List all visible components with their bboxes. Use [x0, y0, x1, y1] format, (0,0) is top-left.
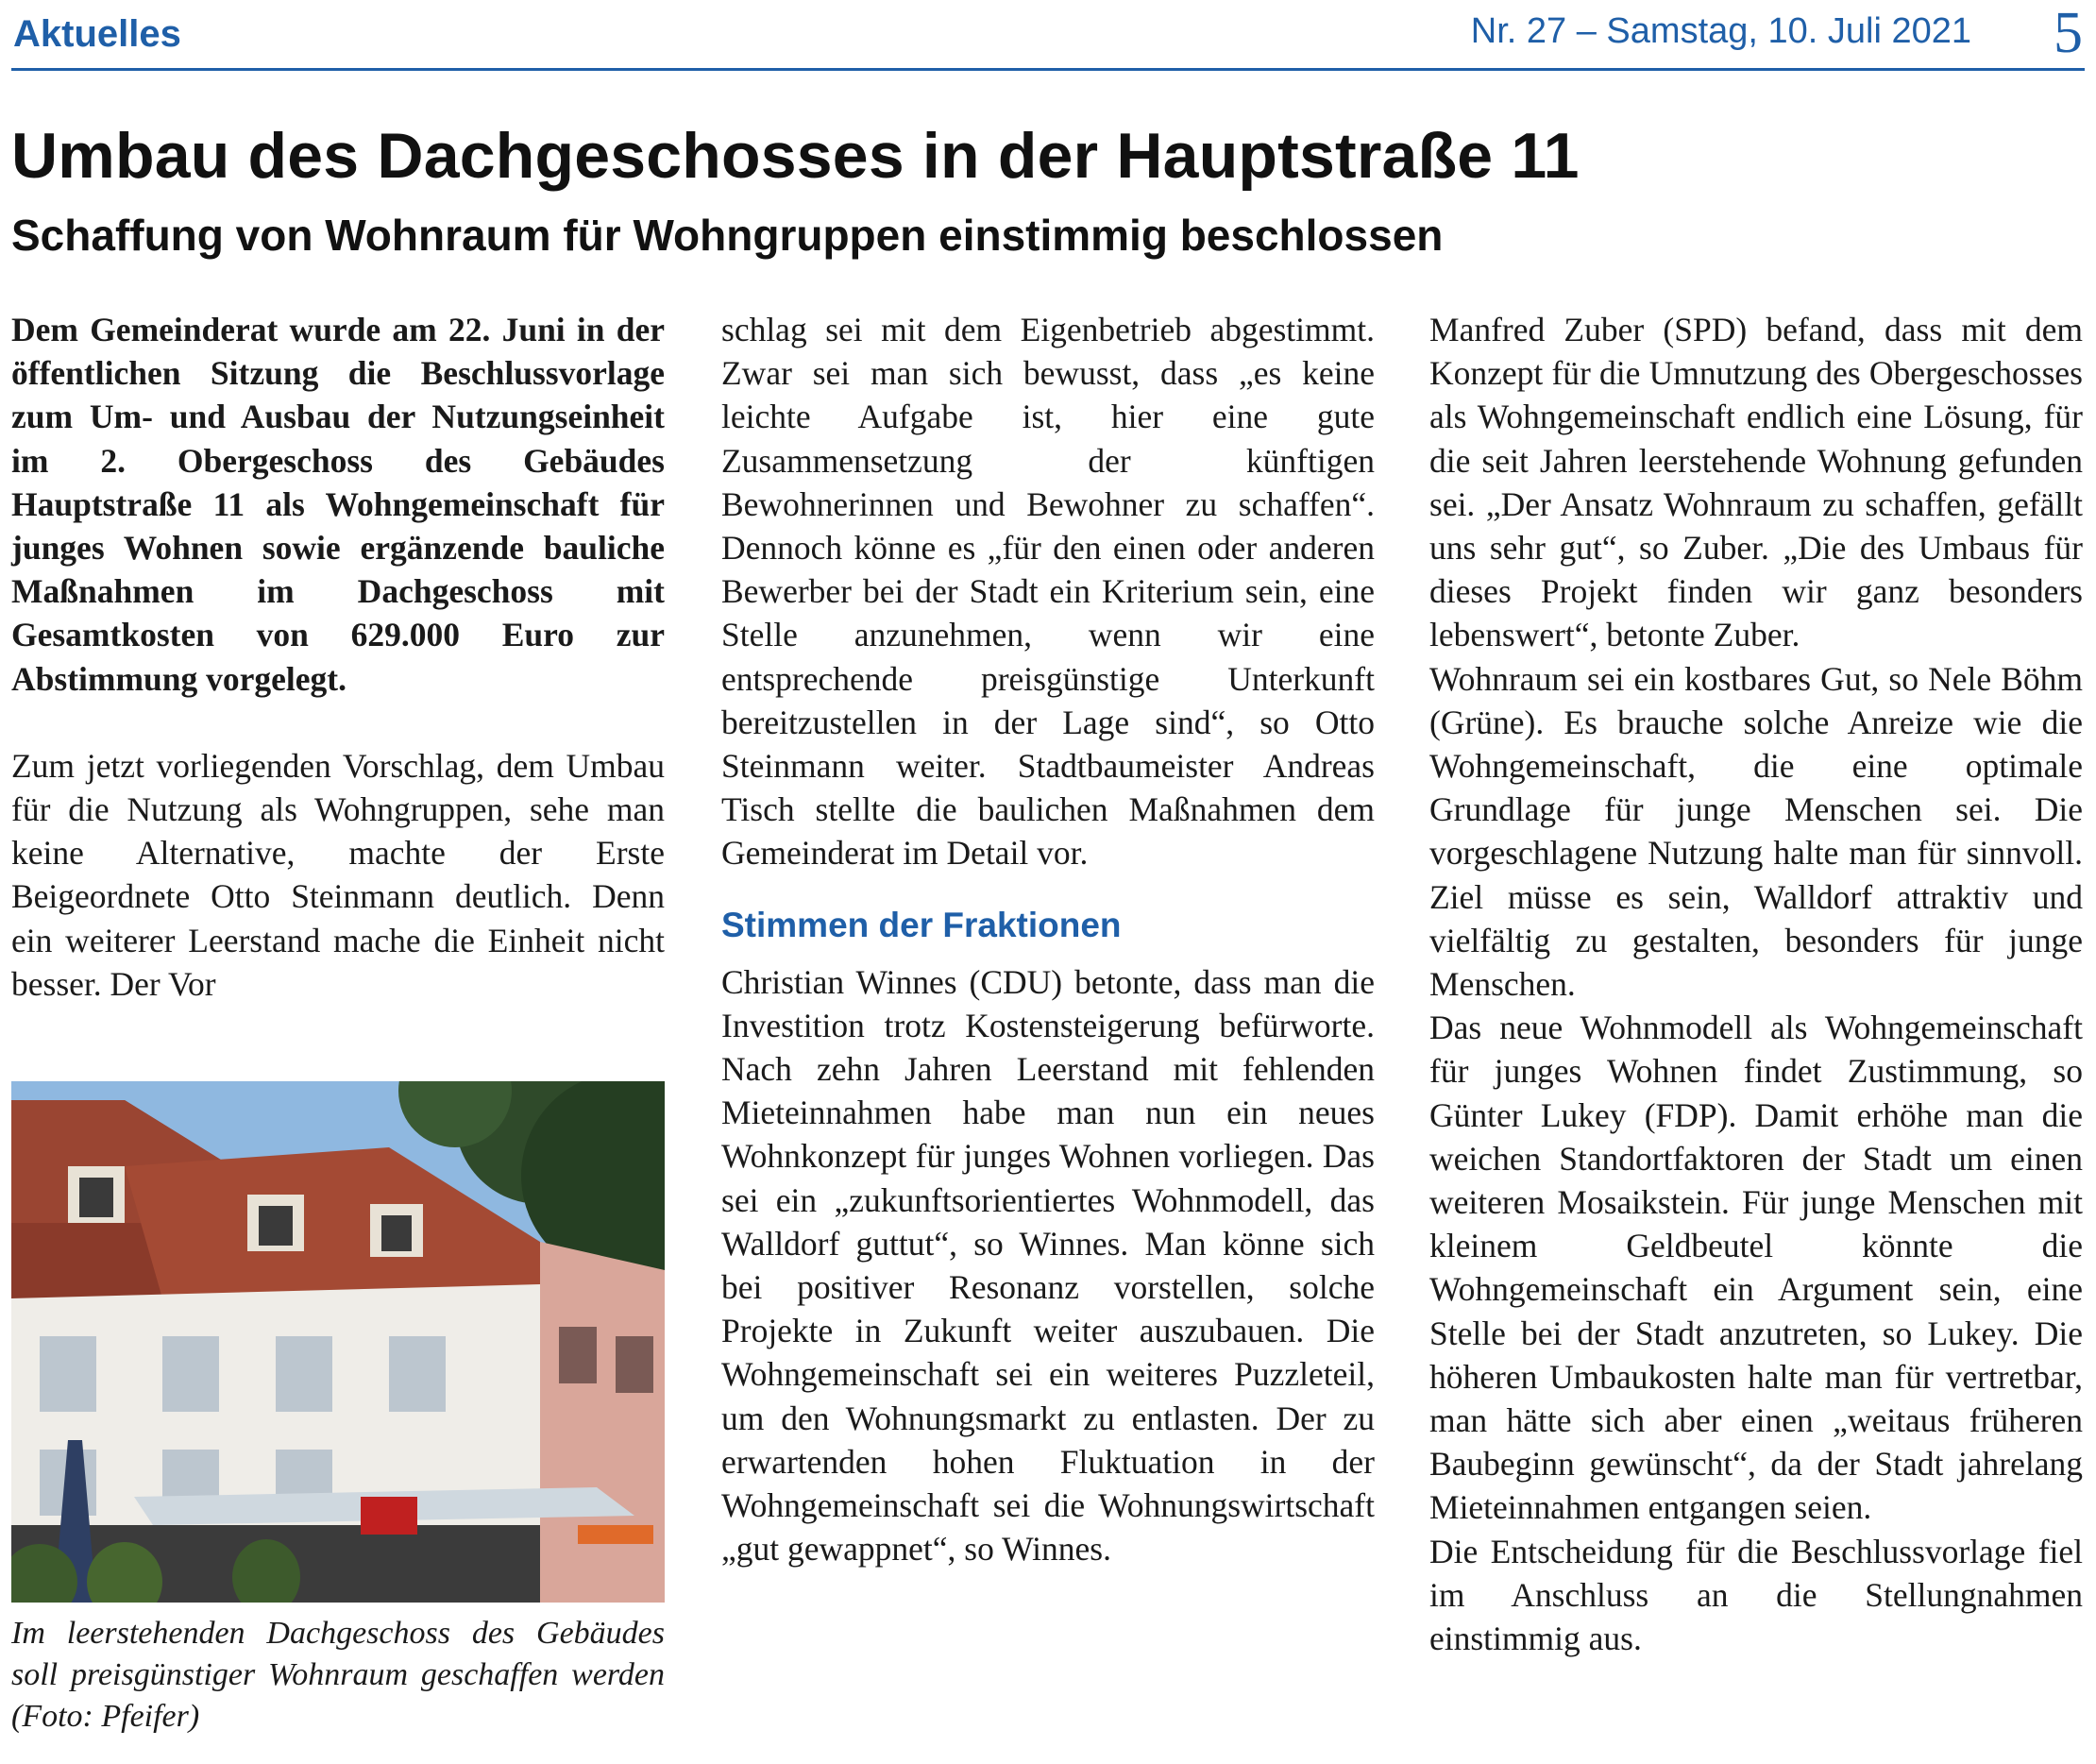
page-number: 5	[2054, 1, 2083, 65]
issue-info: Nr. 27 – Samstag, 10. Juli 2021	[1470, 11, 1971, 51]
body-paragraph: Manfred Zuber (SPD) befand, dass mit dem Konzept für die Umnutzung des Obergeschosses als Wohngemeinschaft endlich eine Lösung, für die seit Jahren leerstehende Wohnung gefunden sei. „Der Ansatz Wohnraum zu schaffen, gefällt uns sehr gut“, so Zuber. „Die des Umbaus für dieses Projekt finden wir ganz besonders lebenswert“, betonte Zuber.	[1429, 311, 2083, 654]
body-paragraph: Christian Winnes (CDU) betonte, dass man die Investition trotz Kostensteigerung befürworte. Nach zehn Jahren Leerstand mit fehlenden Mieteinnahmen habe man nun ein neues Wohnkonzept für junges Wohnen vorliegen. Das sei ein „zukunftsorientiertes Wohnmodell, das Walldorf guttut“, so Winnes. Man könne sich bei positiver Resonanz vorstellen, solche Projekte in Zukunft weiter auszubauen. Die Wohngemeinschaft sei ein weiteres Puzzleteil, um den Wohnungsmarkt zu entlasten. Der zu erwartenden hohen Fluktuation in der Wohngemeinschaft sei die Wohnungswirtschaft „gut gewappnet“, so Winnes.	[721, 962, 1375, 1569]
photo-caption: Im leerstehenden Dachgeschoss des Gebäudes soll preisgünstiger Wohnraum geschaffen werden (Foto: Pfeifer)	[11, 1616, 665, 1734]
section-label: Aktuelles	[13, 13, 181, 55]
column-3	[1429, 308, 2083, 1660]
section-subheading: Stimmen der Fraktionen	[721, 905, 1122, 944]
body-paragraph: Die Entscheidung für die Beschlussvorlage fiel im Anschluss an die Stellungnahmen einstimmig aus.	[1429, 1532, 2083, 1658]
lead-paragraph: Dem Gemeinderat wurde am 22. Juni in der öffentlichen Sitzung die Beschlussvorlage zum Um- und Ausbau der Nutzungseinheit im 2. Obergeschoss des Gebäudes Hauptstraße 11 als Wohngemeinschaft für junges Wohnen sowie ergänzende bauliche Maßnahmen im Dachgeschoss mit Gesamtkosten von 629.000 Euro zur Abstimmung vorgelegt.	[11, 311, 665, 698]
body-paragraph: schlag sei mit dem Eigenbetrieb abgestimmt. Zwar sei man sich bewusst, dass „es keine leichte Aufgabe ist, hier eine gute Zusammensetzung der künftigen Bewohnerinnen und Bewohner zu schaffen“. Dennoch könne es „für den einen oder anderen Bewerber bei der Stadt ein Kriterium sein, eine Stelle anzunehmen, wenn wir eine entsprechende preisgünstige Unterkunft bereitzustellen in der Lage sind“, so Otto Steinmann weiter. Stadtbaumeister Andreas Tisch stellte die baulichen Maßnahmen dem Gemeinderat im Detail vor.	[721, 311, 1375, 873]
page-header	[11, 0, 2085, 71]
column-2	[721, 308, 1375, 1570]
article-subheadline: Schaffung von Wohnraum für Wohngruppen einstimmig beschlossen	[11, 211, 1444, 260]
body-paragraph: Das neue Wohnmodell als Wohngemeinschaft für junges Wohnen findet Zustimmung, so Günter Lukey (FDP). Damit erhöhe man die weichen Standortfaktoren der Stadt um einen weiteren Mosaikstein. Für junge Menschen mit kleinem Geldbeutel könnte die Wohngemeinschaft ein Argument sein, eine Stelle bei der Stadt anzutreten, so Lukey. Die höheren Umbaukosten halte man für vertretbar, man hätte sich aber einen „weitaus früheren Baubeginn gewünscht“, da der Stadt jahrelang Mieteinnahmen entgangen seien.	[1429, 1009, 2083, 1527]
column-1	[11, 308, 665, 1006]
building-photo-illustration	[11, 1081, 665, 1603]
body-paragraph: Wohnraum sei ein kostbares Gut, so Nele Böhm (Grüne). Es brauche solche Anreize wie die Wohngemeinschaft, die eine optimale Grundlage für junge Menschen sei. Die vorgeschlagene Nutzung halte man für sinnvoll. Ziel müsse es sein, Walldorf attraktiv und vielfältig zu gestalten, besonders für junge Menschen.	[1429, 659, 2083, 1004]
article-headline: Umbau des Dachgeschosses in der Hauptstraße 11	[11, 120, 1580, 192]
article-photo	[11, 1081, 665, 1603]
body-paragraph: Zum jetzt vorliegenden Vorschlag, dem Umbau für die Nutzung als Wohngruppen, sehe man keine Alternative, machte der Erste Beigeordnete Otto Steinmann deutlich. Denn ein weiterer Leerstand mache die Einheit nicht besser. Der Vor	[11, 746, 665, 1003]
